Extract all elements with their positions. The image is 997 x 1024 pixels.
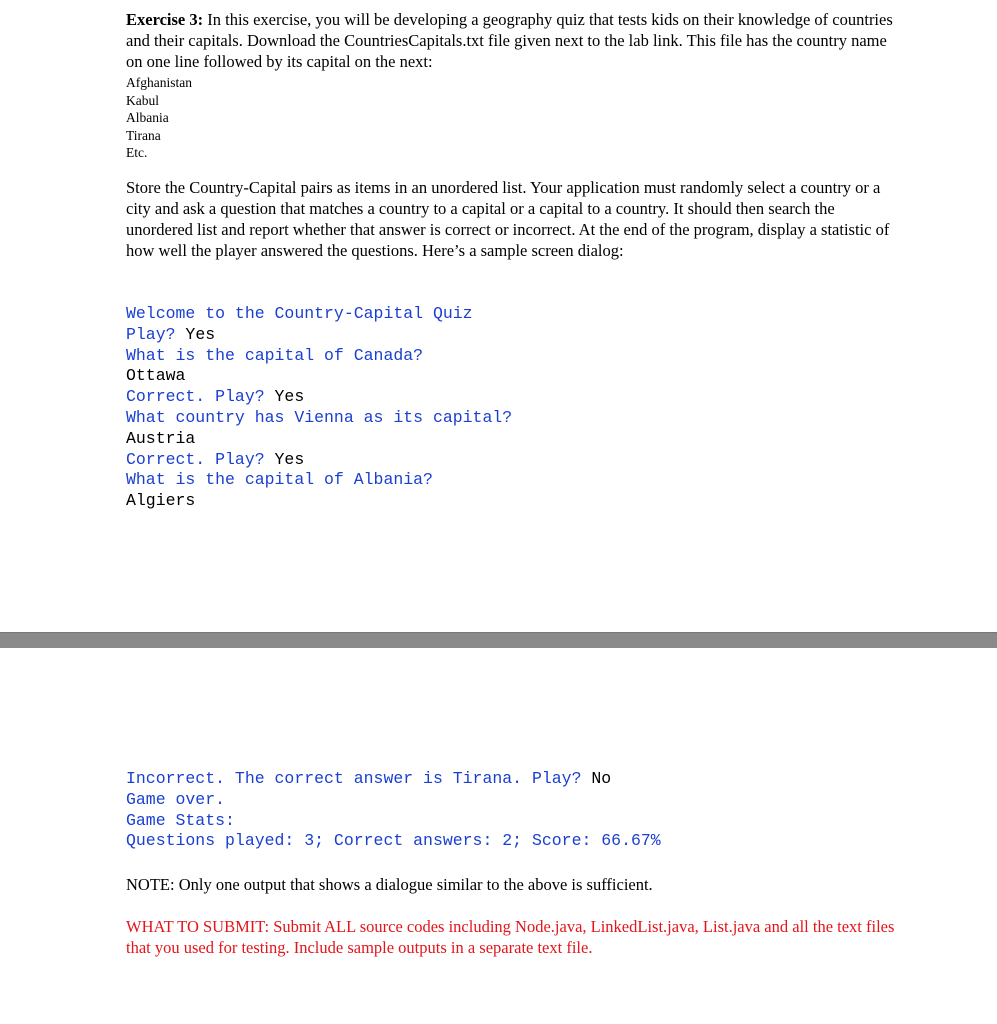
dialog-answer: Algiers bbox=[126, 491, 196, 511]
document-page-2 bbox=[0, 648, 997, 1024]
dialog-prompt: Incorrect. The correct answer is Tirana. Play? bbox=[126, 769, 582, 788]
dialog-answer: Yes bbox=[264, 387, 305, 407]
dialog-line bbox=[126, 429, 896, 450]
dialog-answer: Austria bbox=[126, 428, 196, 448]
dialog-line bbox=[126, 470, 896, 491]
file-line: Albania bbox=[126, 110, 169, 125]
file-line: Kabul bbox=[126, 92, 159, 108]
dialog-prompt: What is the capital of Albania? bbox=[126, 470, 433, 490]
dialog-line bbox=[126, 325, 896, 346]
dialog-line bbox=[126, 346, 896, 367]
dialog-prompt: Welcome to the Country-Capital Quiz bbox=[126, 304, 473, 323]
sample-dialog-part-2 bbox=[126, 769, 896, 852]
exercise-intro bbox=[126, 9, 896, 72]
dialog-line bbox=[126, 450, 896, 471]
file-line: Afghanistan bbox=[126, 75, 192, 90]
dialog-line bbox=[126, 831, 896, 852]
note-paragraph: NOTE: Only one output that shows a dialogue similar to the above is sufficient. bbox=[126, 875, 653, 894]
dialog-line bbox=[126, 491, 896, 512]
dialog-prompt: Questions played: 3; Correct answers: 2; Score: 66.67% bbox=[126, 831, 661, 851]
dialog-line bbox=[126, 408, 896, 429]
dialog-line bbox=[126, 811, 896, 832]
what-to-submit-paragraph: WHAT TO SUBMIT: Submit ALL source codes including Node.java, LinkedList.java, List.java and all the text files that you used for testing. Include sample outputs in a separate text file. bbox=[126, 917, 895, 957]
dialog-answer: Yes bbox=[175, 324, 216, 344]
dialog-answer: No bbox=[581, 769, 612, 788]
exercise-intro-text: In this exercise, you will be developing a geography quiz that tests kids on their knowledge of countries and their capitals. Download the CountriesCapitals.txt file given next to the lab link. This file has the country name on one line followed by its capital on the next: bbox=[126, 10, 893, 71]
file-sample-list bbox=[126, 74, 896, 162]
dialog-line bbox=[126, 790, 896, 811]
dialog-line bbox=[126, 387, 896, 408]
dialog-line bbox=[126, 769, 896, 790]
exercise-heading: Exercise 3: bbox=[126, 10, 204, 29]
dialog-prompt: What is the capital of Canada? bbox=[126, 345, 424, 365]
dialog-prompt: What country has Vienna as its capital? bbox=[126, 407, 513, 427]
file-line: Etc. bbox=[126, 145, 148, 160]
dialog-line bbox=[126, 366, 896, 387]
dialog-answer: Ottawa bbox=[126, 366, 186, 386]
dialog-prompt: Play? bbox=[126, 324, 176, 344]
dialog-prompt: Correct. Play? bbox=[126, 449, 265, 469]
dialog-prompt: Game Stats: bbox=[126, 810, 235, 830]
dialog-prompt: Game over. bbox=[126, 789, 226, 809]
dialog-line bbox=[126, 304, 896, 325]
file-line: Tirana bbox=[126, 127, 161, 143]
sample-dialog-part-1 bbox=[126, 304, 896, 512]
dialog-answer: Yes bbox=[264, 449, 305, 469]
dialog-prompt: Correct. Play? bbox=[126, 387, 265, 407]
instructions-paragraph: Store the Country-Capital pairs as items in an unordered list. Your application must randomly select a country or a city and ask a question that matches a country to a capital or a capital to a country. It should then search the unordered list and report whether that answer is correct or incorrect. At the end of the program, display a statistic of how well the player answered the questions. Here’s a sample screen dialog: bbox=[126, 178, 890, 260]
